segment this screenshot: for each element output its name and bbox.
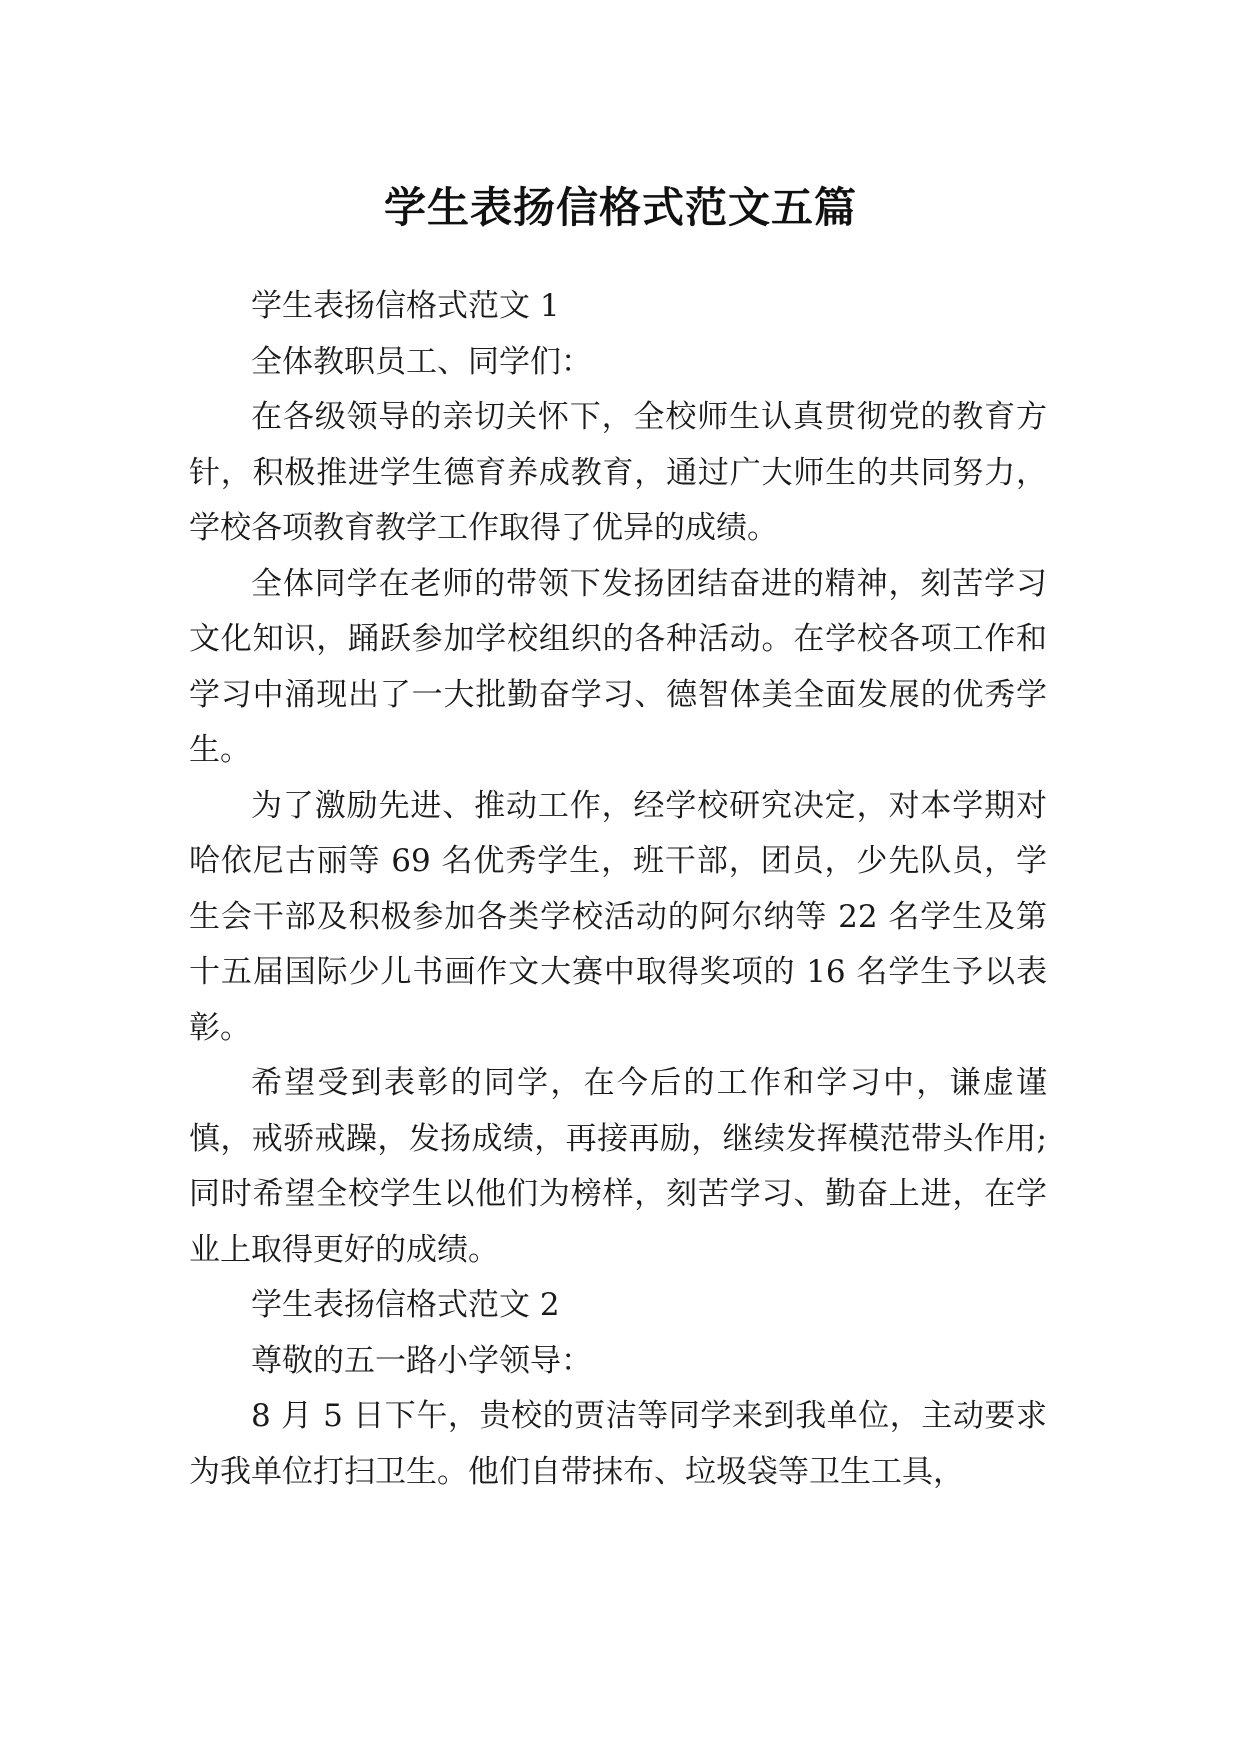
salutation-2: 尊敬的五一路小学领导： xyxy=(251,1342,592,1379)
paragraph: 8 月 5 日下午，贵校的贾洁等同学来到我单位，主动要求为我单位打扫卫生。他们自带抹布、垃圾袋等卫生工具， xyxy=(189,1398,1047,1490)
section-heading-2: 学生表扬信格式范文 2 xyxy=(251,1287,560,1323)
paragraph: 全体同学在老师的带领下发扬团结奋进的精神，刻苦学习文化知识，踊跃参加学校组织的各种活动。在学校各项工作和学习中涌现出了一大批勤奋学习、德智体美全面发展的优秀学生。 xyxy=(189,565,1047,768)
document-title: 学生表扬信格式范文五篇 xyxy=(383,183,857,233)
document-body xyxy=(189,279,1047,1500)
paragraph: 在各级领导的亲切关怀下，全校师生认真贯彻党的教育方针，积极推进学生德育养成教育，通过广大师生的共同努力，学校各项教育教学工作取得了优异的成绩。 xyxy=(189,399,1047,546)
salutation-1: 全体教职员工、同学们： xyxy=(251,343,592,380)
paragraph: 希望受到表彰的同学，在今后的工作和学习中，谦虚谨慎，戒骄戒躁，发扬成绩，再接再励，继续发挥模范带头作用;同时希望全校学生以他们为榜样，刻苦学习、勤奋上进，在学业上取得更好的成绩。 xyxy=(189,1065,1047,1268)
paragraph: 为了激励先进、推动工作，经学校研究决定，对本学期对哈依尼古丽等 69 名优秀学生，班干部，团员，少先队员，学生会干部及积极参加各类学校活动的阿尔纳等 22 名学生及第十五届国际少儿书画作文大赛中取得奖项的 16 名学生予以表彰。 xyxy=(189,787,1047,1046)
section-heading-1: 学生表扬信格式范文 1 xyxy=(251,288,560,324)
